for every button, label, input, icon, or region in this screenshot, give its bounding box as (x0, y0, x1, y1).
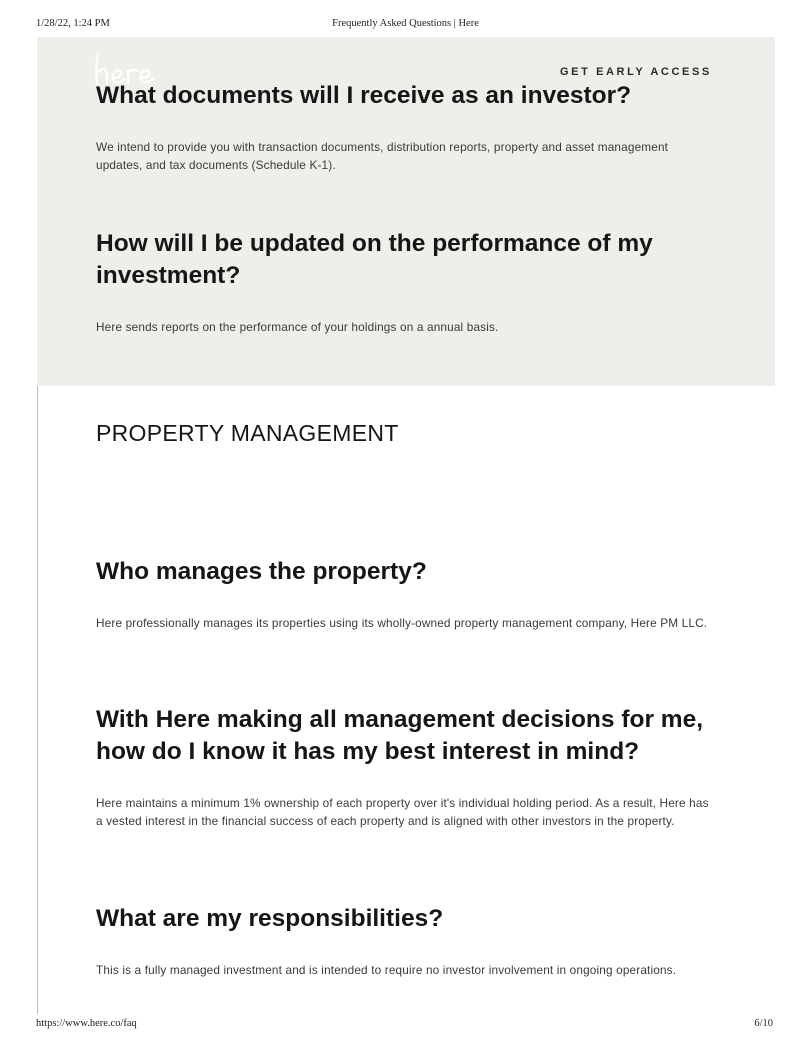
print-date: 1/28/22, 1:24 PM (36, 18, 110, 29)
section-title-property-management: PROPERTY MANAGEMENT (96, 420, 399, 446)
faq-answer: Here maintains a minimum 1% ownership of each property over it's individual holding period. As a result, Here has a vested interest in the financial success of each property and is aligned with other investors in the property. (96, 796, 709, 828)
print-page-number: 6/10 (754, 1018, 773, 1029)
faq-question: Who manages the property? (96, 558, 427, 585)
faq-question: How will I be updated on the performance of my investment? (96, 230, 653, 289)
faq-answer: Here sends reports on the performance of your holdings on a annual basis. (96, 320, 499, 334)
print-url: https://www.here.co/faq (36, 1018, 137, 1029)
faq-answer: Here professionally manages its properties using its wholly-owned property management company, Here PM LLC. (96, 616, 708, 630)
print-footer (0, 1018, 811, 1034)
faq-answer: This is a fully managed investment and is intended to require no investor involvement in ongoing operations. (96, 963, 677, 977)
faq-question: What are my responsibilities? (96, 905, 444, 932)
faq-question: What documents will I receive as an investor? (96, 82, 632, 109)
get-early-access-button[interactable]: GET EARLY ACCESS (560, 66, 712, 78)
faq-answer: We intend to provide you with transaction documents, distribution reports, property and asset management updates, and tax documents (Schedule K-1). (96, 140, 669, 172)
print-page-title: Frequently Asked Questions | Here (332, 18, 479, 29)
print-header (0, 18, 811, 34)
left-divider (37, 386, 38, 1014)
faq-question: With Here making all management decisions for me, how do I know it has my best interest in mind? (96, 706, 703, 765)
